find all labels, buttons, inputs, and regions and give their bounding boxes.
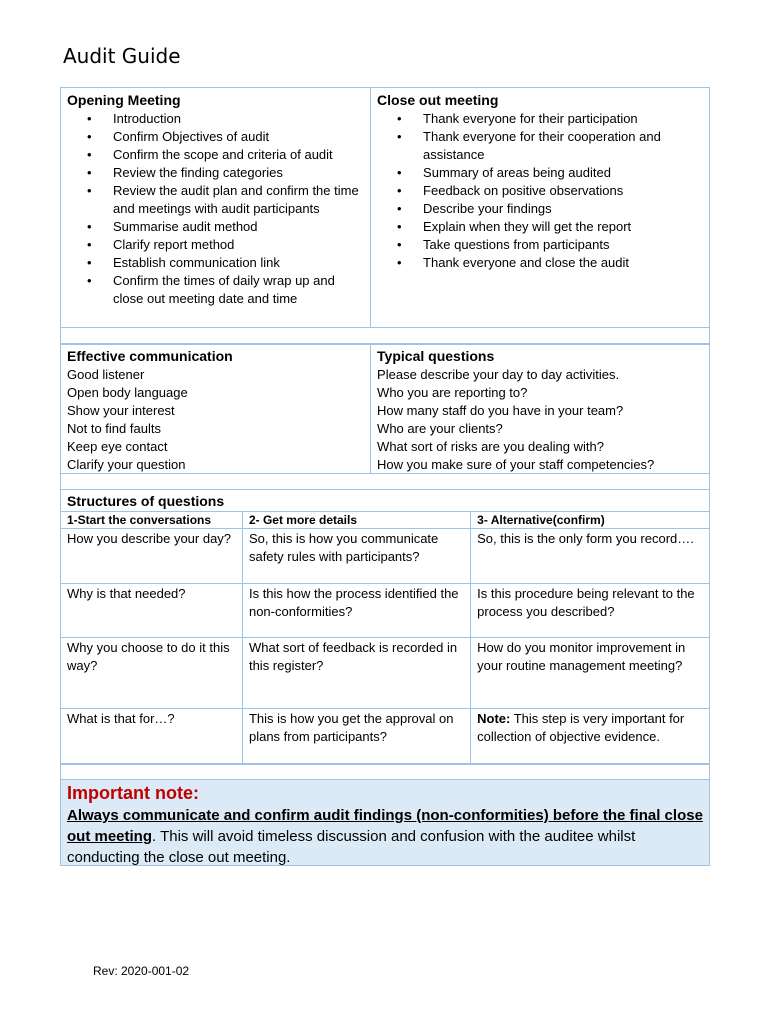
list-item: • Feedback on positive observations [423, 182, 703, 200]
list-item: • Thank everyone and close the audit [423, 254, 703, 272]
divider [61, 473, 709, 489]
column-header: 2- Get more details [242, 512, 470, 529]
page-title: Audit Guide [63, 44, 181, 68]
close-out-meeting-list [377, 110, 703, 272]
opening-meeting-heading: Opening Meeting [67, 92, 181, 108]
opening-meeting-cell [61, 88, 370, 327]
list-item: How many staff do you have in your team? [377, 403, 624, 418]
list-item: How you make sure of your staff competencies? [377, 457, 655, 472]
list-item: • Confirm Objectives of audit [113, 128, 364, 146]
list-item: Not to find faults [67, 421, 161, 436]
list-item: • Clarify report method [113, 236, 364, 254]
table-cell: Why is that needed? [61, 584, 242, 638]
effective-communication-cell [61, 344, 370, 473]
list-item: • Confirm the scope and criteria of audit [113, 146, 364, 164]
communication-block [60, 343, 710, 490]
meetings-block [60, 87, 710, 345]
list-item: Keep eye contact [67, 439, 168, 454]
list-item: • Thank everyone for their cooperation and assistance [423, 128, 703, 164]
divider [61, 327, 709, 344]
list-item: Clarify your question [67, 457, 186, 472]
list-item: • Confirm the times of daily wrap up and close out meeting date and time [113, 272, 364, 308]
structures-heading: Structures of questions [67, 493, 225, 509]
table-row [61, 709, 709, 764]
important-note-title: Important note: [67, 783, 199, 803]
typical-questions-list [377, 366, 703, 474]
table-cell: So, this is the only form you record…. [471, 529, 709, 584]
revision-label: Rev: 2020-001-02 [93, 964, 190, 978]
list-item: • Review the finding categories [113, 164, 364, 182]
list-item: Who are your clients? [377, 421, 503, 436]
list-item: • Thank everyone for their participation [423, 110, 703, 128]
table-cell: Is this procedure being relevant to the process you described? [471, 584, 709, 638]
important-note-body [67, 805, 703, 868]
opening-meeting-list [67, 110, 364, 308]
table-cell: So, this is how you communicate safety rules with participants? [242, 529, 470, 584]
effective-communication-heading: Effective communication [67, 348, 233, 364]
table-row [61, 638, 709, 709]
list-item: • Explain when they will get the report [423, 218, 703, 236]
important-note-emphasis: Always communicate and confirm audit findings (non-conformities) before the final close out meeting [67, 807, 703, 845]
list-item: • Summarise audit method [113, 218, 364, 236]
typical-questions-heading: Typical questions [377, 348, 495, 364]
list-item: • Establish communication link [113, 254, 364, 272]
list-item: Show your interest [67, 403, 175, 418]
important-note-text: . This will avoid timeless discussion and confusion with the auditee whilst conducting the close out meeting. [67, 828, 636, 866]
note-label: Note: [477, 711, 511, 726]
list-item: Please describe your day to day activities. [377, 367, 620, 382]
list-item: • Review the audit plan and confirm the time and meetings with audit participants [113, 182, 364, 218]
list-item: • Take questions from participants [423, 236, 703, 254]
table-row [61, 529, 709, 584]
close-out-meeting-heading: Close out meeting [377, 92, 499, 108]
list-item: What sort of risks are you dealing with? [377, 439, 604, 454]
typical-questions-cell [370, 344, 709, 473]
list-item: Open body language [67, 385, 188, 400]
close-out-meeting-cell [370, 88, 709, 327]
table-cell [471, 709, 709, 764]
table-cell: How you describe your day? [61, 529, 242, 584]
list-item: Who you are reporting to? [377, 385, 528, 400]
column-header: 1-Start the conversations [61, 512, 242, 529]
table-cell: What is that for…? [61, 709, 242, 764]
column-header: 3- Alternative(confirm) [471, 512, 709, 529]
note-text: This step is very important for collection of objective evidence. [477, 711, 685, 744]
list-item: • Summary of areas being audited [423, 164, 703, 182]
table-cell: This is how you get the approval on plans from participants? [242, 709, 470, 764]
table-cell: What sort of feedback is recorded in this register? [242, 638, 470, 709]
table-cell: Is this how the process identified the non-conformities? [242, 584, 470, 638]
important-note [60, 779, 710, 866]
list-item: Good listener [67, 367, 145, 382]
list-item: • Describe your findings [423, 200, 703, 218]
list-item: • Introduction [113, 110, 364, 128]
table-row [61, 584, 709, 638]
structures-table [61, 511, 709, 764]
effective-communication-list [67, 366, 364, 474]
structures-block [60, 489, 710, 782]
table-cell: How do you monitor improvement in your routine management meeting? [471, 638, 709, 709]
table-cell: Why you choose to do it this way? [61, 638, 242, 709]
